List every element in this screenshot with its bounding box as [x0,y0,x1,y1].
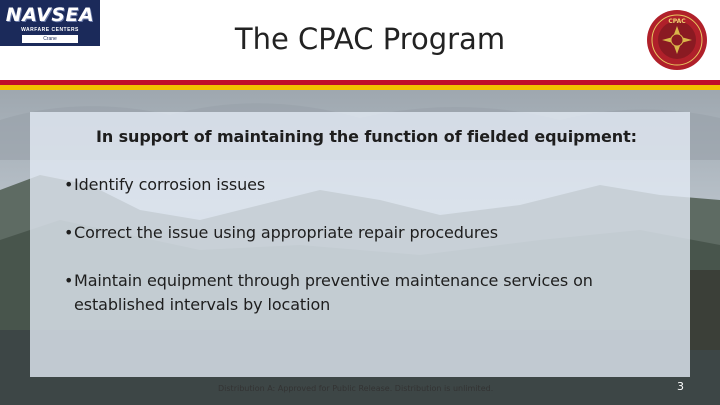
bullet-text: Maintain equipment through preventive maintenance services on established intervals by location [74,271,593,314]
bullet-marker: • [64,271,74,290]
navsea-logo [0,0,100,46]
navsea-logo-text: NAVSEA [5,4,95,26]
bullet-text: Identify corrosion issues [74,175,266,194]
bullet-marker: • [64,175,74,194]
bullet-item [64,221,664,245]
cpac-seal-icon [646,4,708,76]
distribution-statement: Distribution A: Approved for Public Release. Distribution is unlimited. [218,384,494,393]
content-heading: In support of maintaining the function of fielded equipment: [96,127,637,146]
navsea-logo-location: Crane [22,35,78,43]
bullet-item [64,269,664,317]
bullet-text: Correct the issue using appropriate repair procedures [74,223,498,242]
header-stripe-gold [0,85,720,90]
page-title: The CPAC Program [234,22,506,56]
navsea-logo-subtitle: WARFARE CENTERS [21,27,79,33]
cpac-seal-text: CPAC [668,18,686,25]
bullet-marker: • [64,223,74,242]
bullet-item [64,173,664,197]
page-number: 3 [677,380,684,393]
